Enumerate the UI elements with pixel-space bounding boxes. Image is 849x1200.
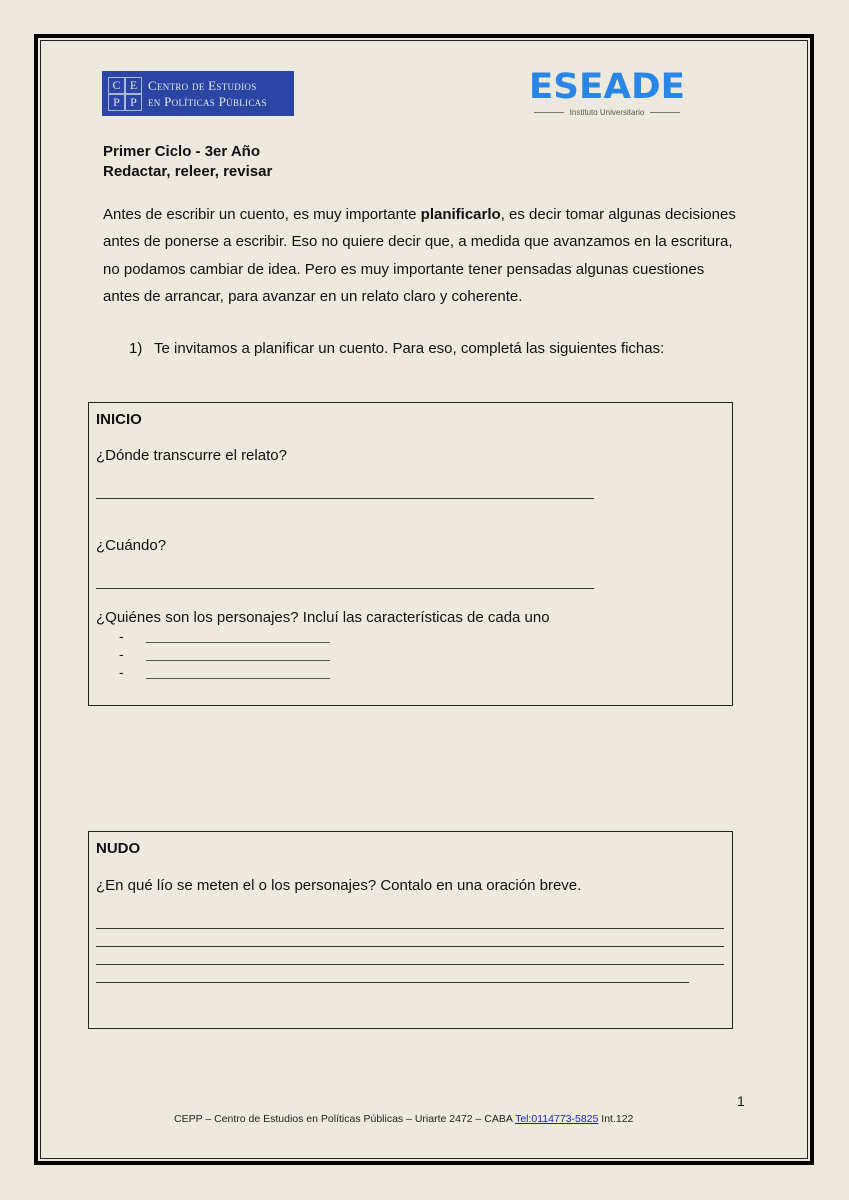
bullet-dash: - [119, 628, 124, 644]
intro-text-end: , es decir tomar algunas decisiones antes de ponerse a escribir. Eso no quiere decir que, a medida que avanzamos en la escritura, no podamos cambiar de idea. Pero es muy importante tener pensadas algunas cuestiones antes de arrancar, para avanzar en un relato claro y coherente. [103, 206, 736, 305]
page-number: 1 [737, 1093, 745, 1109]
footer-extension: Int.122 [598, 1113, 634, 1125]
divider [534, 112, 564, 113]
answer-line-nudo-4[interactable] [96, 982, 689, 983]
intro-paragraph [103, 201, 743, 310]
task-instruction [129, 340, 664, 357]
cepp-letter: E [126, 78, 141, 93]
footer-address: CEPP – Centro de Estudios en Políticas Públicas – Uriarte 2472 – CABA [174, 1113, 516, 1125]
task-text: Te invitamos a planificar un cuento. Para eso, completá las siguientes fichas: [154, 340, 665, 357]
divider [650, 112, 680, 113]
nudo-question: ¿En qué lío se meten el o los personajes? Contalo en una oración breve. [96, 877, 582, 894]
answer-line-nudo-1[interactable] [96, 928, 724, 929]
eseade-logo-subtitle [527, 108, 687, 117]
answer-line-where[interactable] [96, 498, 594, 499]
cepp-logo-line2: en Políticas Públicas [148, 93, 267, 109]
cepp-letter: P [126, 95, 141, 110]
document-heading [103, 142, 272, 182]
nudo-card [88, 831, 733, 1029]
page-footer [174, 1113, 633, 1125]
answer-line-character-2[interactable] [146, 660, 330, 661]
inicio-question-characters: ¿Quiénes son los personajes? Incluí las características de cada uno [96, 609, 550, 626]
heading-cycle: Primer Ciclo - 3er Año [103, 143, 260, 160]
inicio-question-where: ¿Dónde transcurre el relato? [96, 447, 287, 464]
footer-phone-link[interactable]: Tel:0114773-5825 [515, 1113, 599, 1125]
cepp-logo-grid [108, 77, 142, 111]
inicio-card [88, 402, 733, 706]
answer-line-character-1[interactable] [146, 642, 330, 643]
eseade-logo [527, 68, 687, 117]
cepp-letter: P [109, 95, 124, 110]
intro-bold-word: planificarlo [420, 206, 501, 223]
bullet-dash: - [119, 646, 124, 662]
heading-title: Redactar, releer, revisar [103, 163, 273, 180]
answer-line-nudo-3[interactable] [96, 964, 724, 965]
eseade-subtitle-text: Instituto Universitario [569, 108, 645, 117]
cepp-letter: C [109, 78, 124, 93]
inicio-question-when: ¿Cuándo? [96, 537, 167, 554]
bullet-dash: - [119, 664, 124, 680]
cepp-logo-text [148, 78, 267, 110]
cepp-logo [102, 71, 294, 116]
answer-line-when[interactable] [96, 588, 594, 589]
nudo-title: NUDO [96, 840, 141, 857]
task-number: 1) [129, 340, 143, 357]
inicio-title: INICIO [96, 411, 142, 428]
cepp-logo-line1: Centro de Estudios [148, 77, 257, 93]
answer-line-character-3[interactable] [146, 678, 330, 679]
intro-text-start: Antes de escribir un cuento, es muy importante [103, 206, 421, 223]
answer-line-nudo-2[interactable] [96, 946, 724, 947]
eseade-logo-name: ESEADE [528, 67, 686, 107]
